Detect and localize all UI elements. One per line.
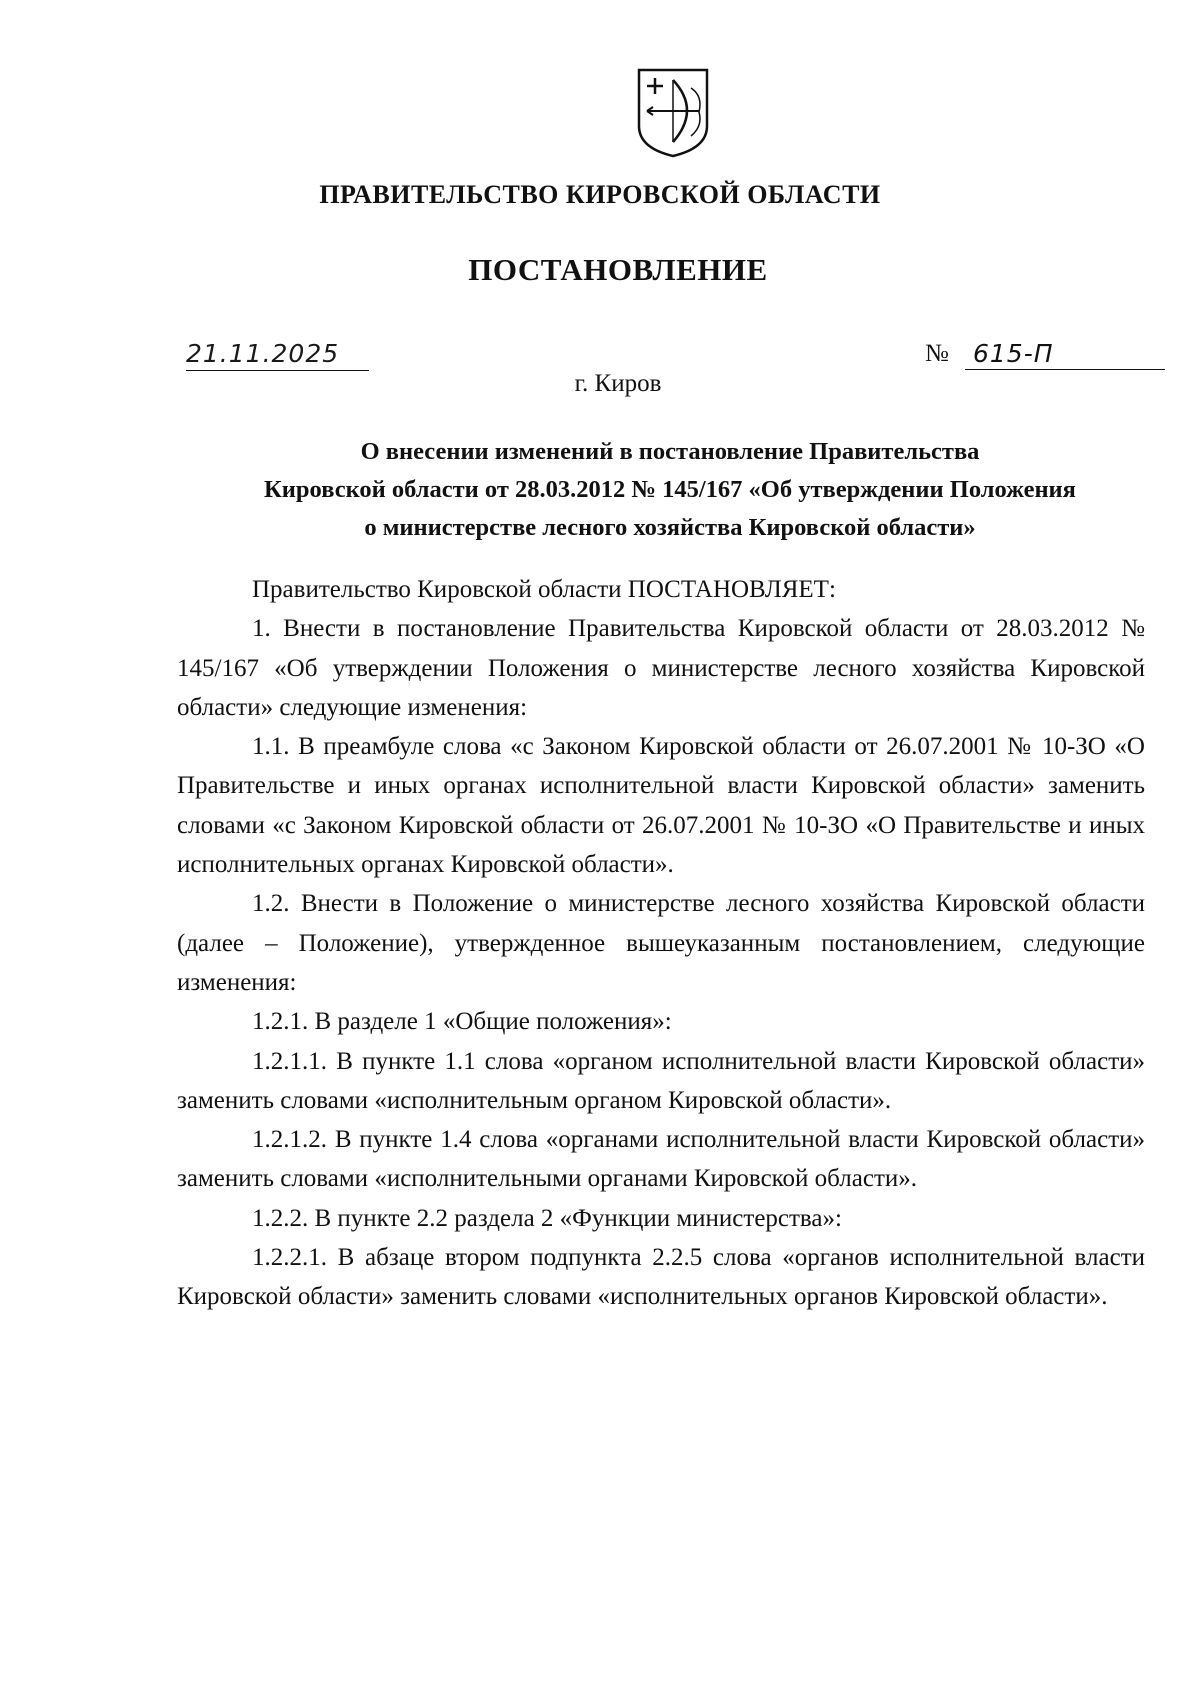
- document-body: [177, 570, 1145, 1317]
- document-number: 615-П: [973, 339, 1054, 368]
- document-number-field: [925, 334, 1165, 370]
- intro-paragraph: Правительство Кировской области ПОСТАНОВЛЯЕТ:: [252, 576, 836, 603]
- document-title: [170, 433, 1170, 547]
- paragraph-1-2-1-2: 1.2.1.2. В пункте 1.4 слова «органами исполнительной власти Кировской области» заменить словами «исполнительными органами Кировской области».: [177, 1126, 1145, 1193]
- organization-name: ПРАВИТЕЛЬСТВО КИРОВСКОЙ ОБЛАСТИ: [319, 180, 881, 209]
- city: г. Киров: [574, 370, 662, 397]
- title-line: О внесении изменений в постановление Правительства: [360, 438, 980, 465]
- title-line: Кировской области от 28.03.2012 № 145/167 «Об утверждении Положения: [264, 476, 1076, 503]
- document-type: ПОСТАНОВЛЕНИЕ: [468, 252, 768, 287]
- paragraph-1-2-1: 1.2.1. В разделе 1 «Общие положения»:: [252, 1008, 672, 1036]
- paragraph-1-2-2-1: 1.2.2.1. В абзаце втором подпункта 2.2.5 слова «органов исполнительной власти Кировской области» заменить словами «исполнительных органов Кировской области».: [177, 1244, 1145, 1311]
- paragraph-1-2-2: 1.2.2. В пункте 2.2 раздела 2 «Функции министерства»:: [252, 1204, 842, 1232]
- paragraph-1-2-1-1: 1.2.1.1. В пункте 1.1 слова «органом исполнительной власти Кировской области» заменить словами «исполнительным органом Кировской области».: [177, 1047, 1145, 1114]
- coat-of-arms-emblem: [633, 66, 713, 160]
- paragraph-1-1: 1.1. В преамбуле слова «с Законом Кировской области от 26.07.2001 № 10-ЗО «О Правительстве и иных органах исполнительной власти Кировской области» заменить словами «с Законом Кировской области от 26.07.2001 № 10-ЗО «О Правительстве и иных исполнительных органах Кировской области».: [177, 733, 1145, 879]
- paragraph-1-2: 1.2. Внести в Положение о министерстве лесного хозяйства Кировской области (далее – Положение), утвержденное вышеуказанным постановлением, следующие изменения:: [177, 890, 1145, 996]
- paragraph-1: 1. Внести в постановление Правительства Кировской области от 28.03.2012 № 145/167 «Об утверждении Положения о министерстве лесного хозяйства Кировской области» следующие изменения:: [177, 615, 1145, 721]
- document-date: 21.11.2025: [186, 339, 340, 368]
- number-sign: №: [925, 340, 949, 367]
- document-date-field: [186, 334, 369, 371]
- title-line: о министерстве лесного хозяйства Кировской области»: [364, 514, 976, 541]
